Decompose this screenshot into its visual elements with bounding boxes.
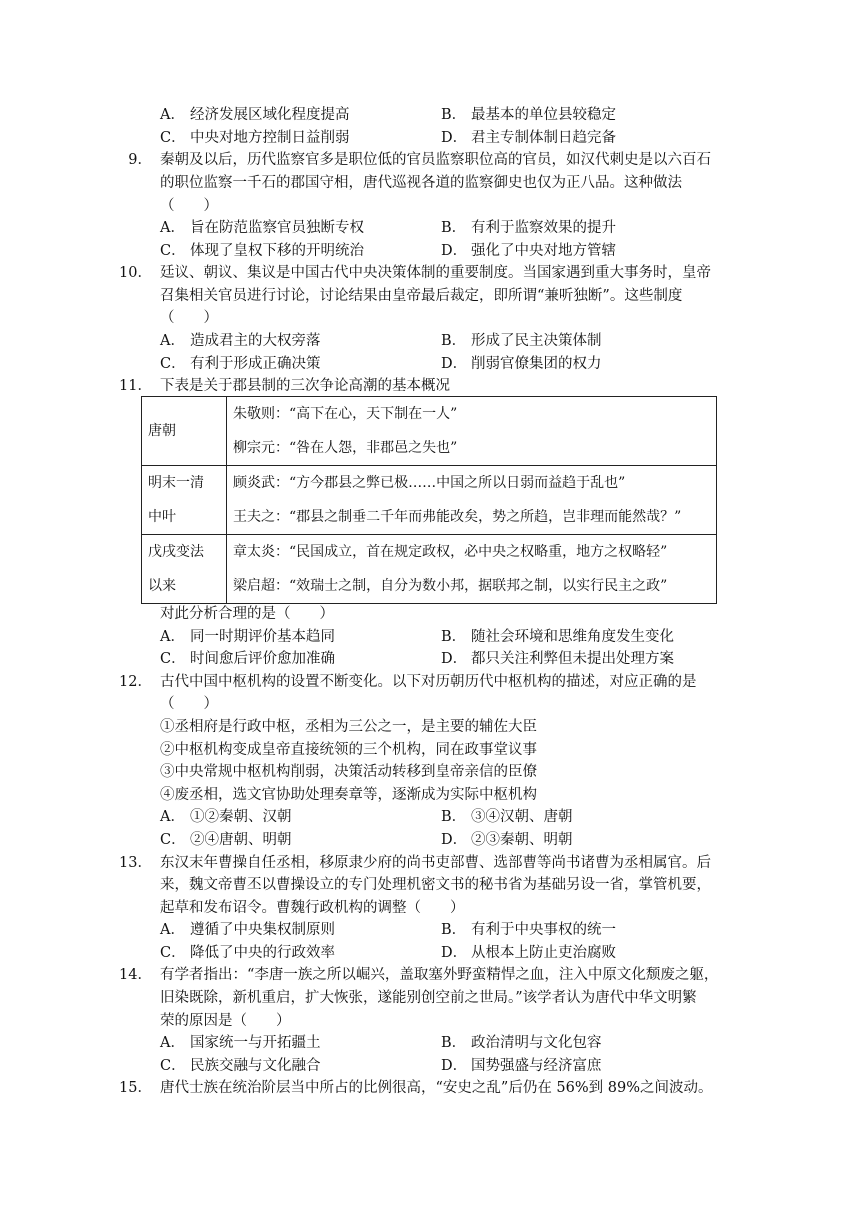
- q14-option-c[interactable]: C． 民族交融与文化融合: [160, 1058, 321, 1074]
- q15-stem-line-1: 唐代士族在统治阶层当中所占的比例很高，“安史之乱”后仍在 56%到 89%之间波动。: [160, 1080, 713, 1096]
- q11-number: 11．: [119, 378, 152, 394]
- q12-option-a[interactable]: A． ①②秦朝、汉朝: [160, 809, 292, 825]
- table-era-cell: 明末一清 中叶: [142, 466, 227, 535]
- q9-option-d[interactable]: D． 强化了中央对地方管辖: [441, 243, 616, 259]
- table-era-cell: 戊戌变法 以来: [142, 535, 227, 604]
- q12-item-4: ④废丞相，选文官协助处理奏章等，逐渐成为实际中枢机构: [160, 787, 537, 803]
- table-quotes-cell: 章太炎：“民国成立，首在规定政权，必中央之权略重，地方之权略轻” 梁启超：“效瑞士之制，自分为数小邦，据联邦之制，以实行民主之政”: [227, 535, 717, 604]
- q11-option-d[interactable]: D． 都只关注利弊但未提出处理方案: [441, 651, 674, 667]
- q14-number: 14．: [119, 967, 152, 983]
- q8-option-b[interactable]: B． 最基本的单位县较稳定: [441, 107, 616, 123]
- q13-stem-line-3: 起草和发布诏令。曹魏行政机构的调整（ ）: [160, 900, 465, 916]
- q14-stem-line-2: 旧染既除，新机重启，扩大恢张，遂能别创空前之世局。”该学者认为唐代中华文明繁: [160, 990, 697, 1006]
- q14-option-b[interactable]: B． 政治清明与文化包容: [441, 1035, 602, 1051]
- q13-number: 13．: [119, 855, 152, 871]
- q14-option-d[interactable]: D． 国势强盛与经济富庶: [441, 1058, 602, 1074]
- q12-item-2: ②中枢机构变成皇帝直接统领的三个机构，同在政事堂议事: [160, 742, 537, 758]
- q8-option-d[interactable]: D． 君主专制体制日趋完备: [441, 130, 616, 146]
- q14-stem-line-3: 荣的原因是（ ）: [160, 1013, 291, 1029]
- q12-item-3: ③中央常规中枢机构削弱，决策活动转移到皇帝亲信的臣僚: [160, 764, 537, 780]
- q11-option-a[interactable]: A． 同一时期评价基本趋同: [160, 629, 335, 645]
- table-quotes-cell: 顾炎武：“方今郡县之弊已极……中国之所以日弱而益趋于乱也” 王夫之：“郡县之制垂二千年而弗能改矣，势之所趋，岂非理而能然哉？”: [227, 466, 717, 535]
- q12-stem-line-2: （ ）: [160, 696, 218, 712]
- table-row: [142, 466, 717, 535]
- table-row: [142, 535, 717, 604]
- q9-number: 9．: [128, 152, 152, 168]
- q9-stem-line-3: （ ）: [160, 198, 218, 214]
- q10-stem-line-3: （ ）: [160, 310, 218, 326]
- q9-stem-line-2: 的职位监察一千石的郡国守相，唐代巡视各道的监察御史也仅为正八品。这种做法: [160, 175, 682, 191]
- q9-option-c[interactable]: C． 体现了皇权下移的开明统治: [160, 243, 364, 259]
- q12-option-d[interactable]: D． ②③秦朝、明朝: [441, 832, 573, 848]
- q12-option-b[interactable]: B． ③④汉朝、唐朝: [441, 809, 573, 825]
- q12-number: 12．: [119, 674, 152, 690]
- q8-option-a[interactable]: A． 经济发展区域化程度提高: [160, 107, 350, 123]
- q10-number: 10．: [119, 265, 152, 281]
- q11-after-table: 对此分析合理的是（ ）: [160, 606, 334, 622]
- q10-stem-line-1: 廷议、朝议、集议是中国古代中央决策体制的重要制度。当国家遇到重大事务时，皇帝: [160, 265, 711, 281]
- q13-stem-line-1: 东汉末年曹操自任丞相，移原隶少府的尚书吏部曹、选部曹等尚书诸曹为丞相属官。后: [160, 855, 711, 871]
- q9-stem-line-1: 秦朝及以后，历代监察官多是职位低的官员监察职位高的官员，如汉代刺史是以六百石: [160, 152, 711, 168]
- q11-stem: 下表是关于郡县制的三次争论高潮的基本概况: [160, 378, 450, 394]
- table-row: [142, 397, 717, 466]
- q13-option-b[interactable]: B． 有利于中央事权的统一: [441, 922, 616, 938]
- q11-option-b[interactable]: B． 随社会环境和思维角度发生变化: [441, 629, 674, 645]
- table-quotes-cell: 朱敬则：“高下在心，天下制在一人” 柳宗元：“咎在人怨，非郡邑之失也”: [227, 397, 717, 466]
- q9-option-b[interactable]: B． 有利于监察效果的提升: [441, 220, 616, 236]
- q14-option-a[interactable]: A． 国家统一与开拓疆土: [160, 1035, 321, 1051]
- q12-option-c[interactable]: C． ②④唐朝、明朝: [160, 832, 292, 848]
- q13-option-d[interactable]: D． 从根本上防止吏治腐败: [441, 945, 616, 961]
- q13-option-c[interactable]: C． 降低了中央的行政效率: [160, 945, 335, 961]
- q15-number: 15．: [119, 1080, 152, 1096]
- q10-option-d[interactable]: D． 削弱官僚集团的权力: [441, 356, 602, 372]
- q8-option-c[interactable]: C． 中央对地方控制日益削弱: [160, 130, 350, 146]
- q9-option-a[interactable]: A． 旨在防范监察官员独断专权: [160, 220, 364, 236]
- q11-table: [141, 396, 717, 604]
- q13-stem-line-2: 来，魏文帝曹丕以曹操设立的专门处理机密文书的秘书省为基础另设一省，掌管机要，: [160, 877, 711, 893]
- q10-stem-line-2: 召集相关官员进行讨论，讨论结果由皇帝最后裁定，即所谓“兼听独断”。这些制度: [160, 288, 683, 304]
- q10-option-b[interactable]: B． 形成了民主决策体制: [441, 333, 602, 349]
- q10-option-c[interactable]: C． 有利于形成正确决策: [160, 356, 321, 372]
- q14-stem-line-1: 有学者指出：“李唐一族之所以崛兴，盖取塞外野蛮精悍之血，注入中原文化颓废之躯，: [160, 967, 719, 983]
- q11-option-c[interactable]: C． 时间愈后评价愈加准确: [160, 651, 335, 667]
- table-era-cell: 唐朝: [142, 397, 227, 466]
- q10-option-a[interactable]: A． 造成君主的大权旁落: [160, 333, 321, 349]
- q13-option-a[interactable]: A． 遵循了中央集权制原则: [160, 922, 335, 938]
- q12-stem-line-1: 古代中国中枢机构的设置不断变化。以下对历朝历代中枢机构的描述，对应正确的是: [160, 674, 697, 690]
- q12-item-1: ①丞相府是行政中枢，丞相为三公之一，是主要的辅佐大臣: [160, 719, 537, 735]
